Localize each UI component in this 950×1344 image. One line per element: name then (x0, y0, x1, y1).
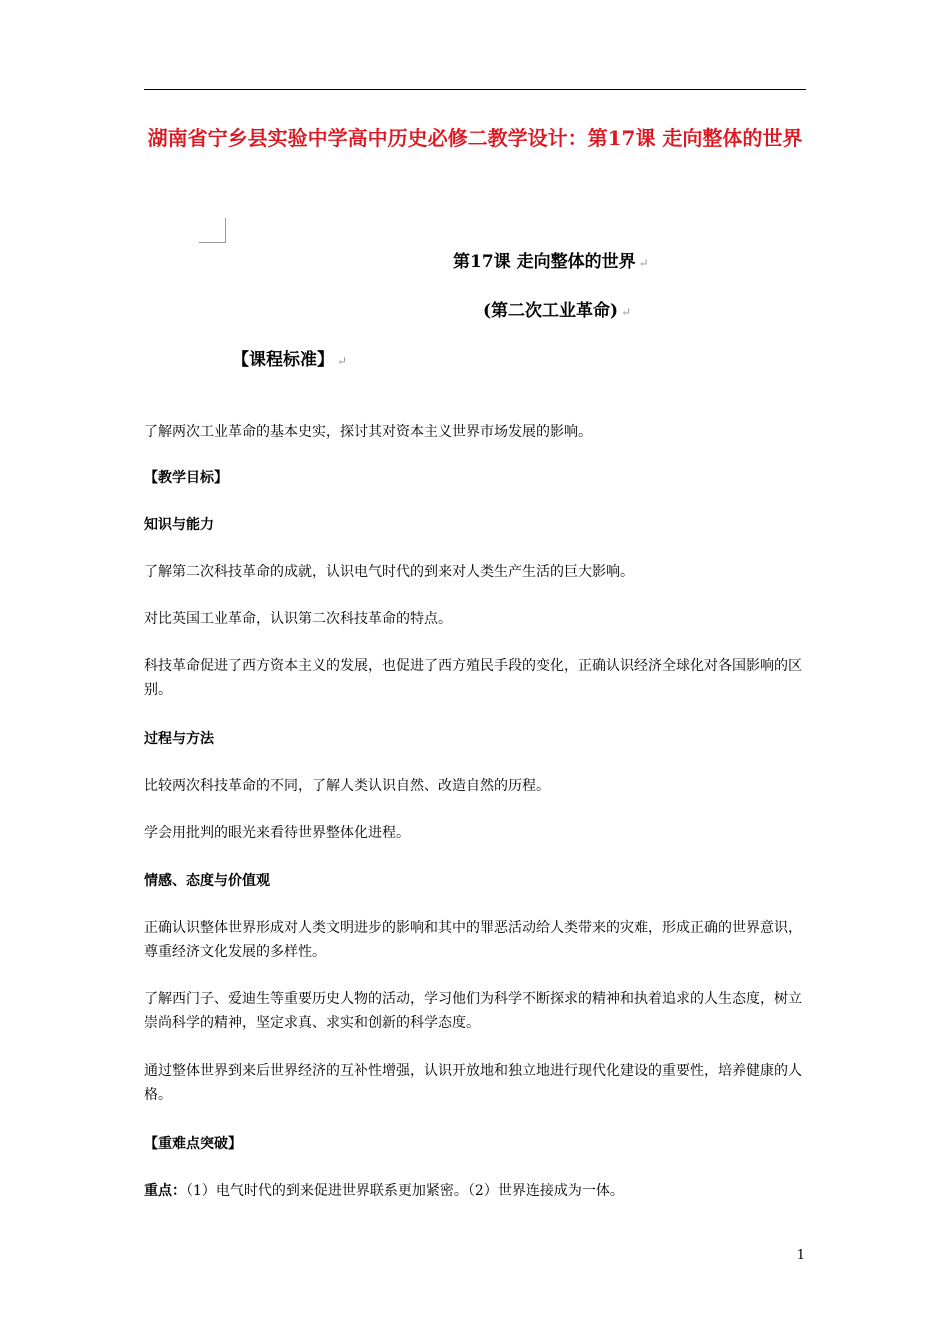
paragraph-mark-icon: ↵ (337, 354, 348, 368)
page-number: 1 (796, 1248, 805, 1263)
key-points-line (144, 1179, 806, 1203)
emotion-item-3: 通过整体世界到来后世界经济的互补性增强，认识开放地和独立地进行现代化建设的重要性，培养健康的人格。 (144, 1063, 802, 1103)
document-title: 湖南省宁乡县实验中学高中历史必修二教学设计：第17课 走向整体的世界 (147, 126, 803, 150)
knowledge-item-2: 对比英国工业革命，认识第二次科技革命的特点。 (144, 611, 452, 627)
process-item-1: 比较两次科技革命的不同，了解人类认识自然、改造自然的历程。 (144, 778, 550, 794)
key-points-label: 重点： (144, 1183, 186, 1199)
header-rule (144, 89, 806, 90)
lesson-title: 第17课 走向整体的世界 ↵ (453, 252, 649, 272)
lesson-subtitle: (第二次工业革命) ↵ (483, 301, 632, 321)
emotion-item-1: 正确认识整体世界形成对人类文明进步的影响和其中的罪恶活动给人类带来的灾难，形成正确的世界意识，尊重经济文化发展的多样性。 (144, 920, 802, 960)
knowledge-item-3: 科技革命促进了西方资本主义的发展，也促进了西方殖民手段的变化，正确认识经济全球化对各国影响的区别。 (144, 658, 802, 698)
knowledge-item-1: 了解第二次科技革命的成就，认识电气时代的到来对人类生产生活的巨大影响。 (144, 564, 634, 580)
key-points-heading: 【重难点突破】 (144, 1136, 242, 1152)
knowledge-ability-heading: 知识与能力 (144, 517, 214, 533)
emotion-values-heading: 情感、态度与价值观 (144, 873, 270, 889)
course-standard-heading: 【课程标准】 ↵ (232, 350, 348, 370)
text-boundary-corner-mark (199, 218, 226, 243)
process-method-heading: 过程与方法 (144, 731, 214, 747)
teaching-goals-heading: 【教学目标】 (144, 470, 228, 486)
process-item-2: 学会用批判的眼光来看待世界整体化进程。 (144, 825, 410, 841)
emotion-item-2: 了解西门子、爱迪生等重要历史人物的活动，学习他们为科学不断探求的精神和执着追求的人生态度，树立崇尚科学的精神，坚定求真、求实和创新的科学态度。 (144, 991, 802, 1031)
paragraph-mark-icon: ↵ (638, 256, 649, 270)
course-standard-text: 了解两次工业革命的基本史实，探讨其对资本主义世界市场发展的影响。 (144, 424, 592, 440)
paragraph-mark-icon: ↵ (621, 305, 632, 319)
key-points-text: （1）电气时代的到来促进世界联系更加紧密。（2）世界连接成为一体。 (186, 1183, 624, 1199)
